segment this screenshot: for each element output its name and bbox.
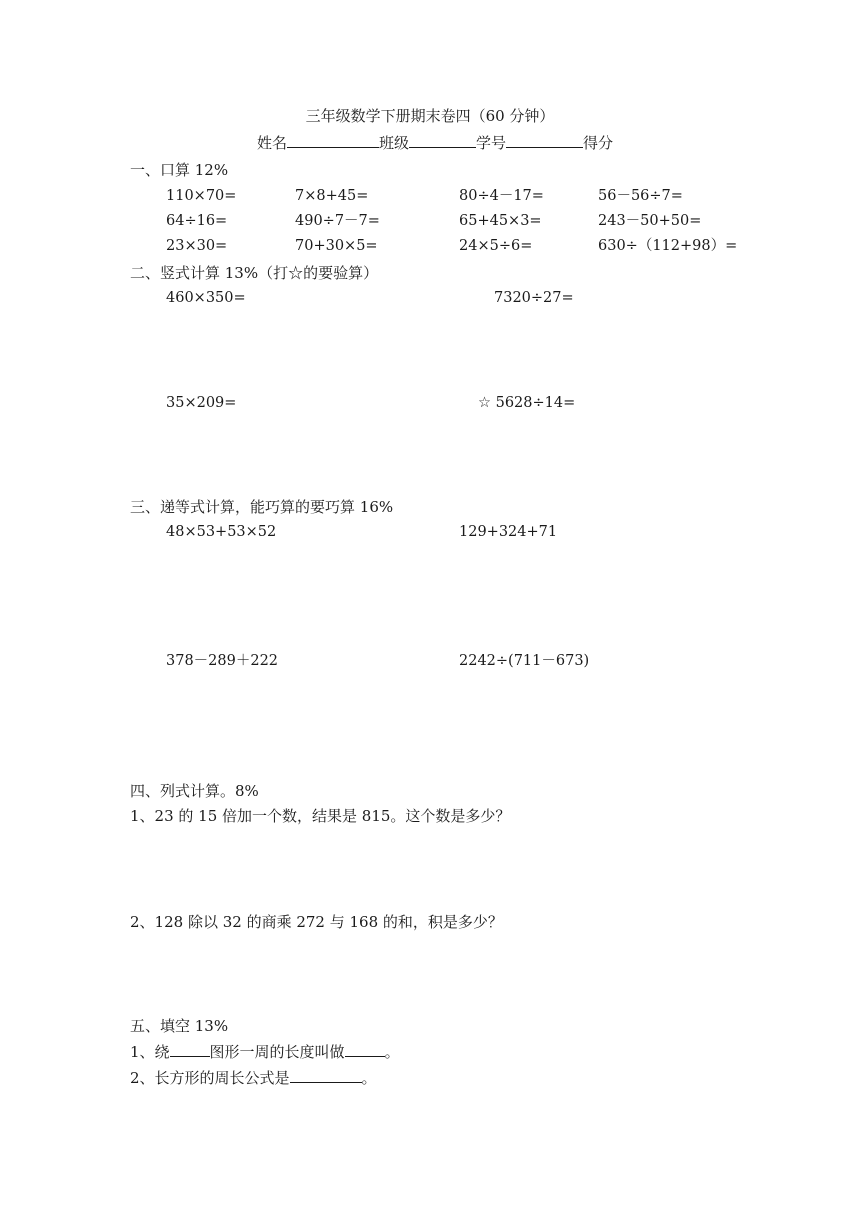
stepwise-calc-item: 378－289＋222 bbox=[166, 653, 279, 669]
fill2-blank[interactable] bbox=[290, 1068, 362, 1083]
vertical-calc-item: 460×350= bbox=[166, 290, 246, 306]
oral-calc-item: 7×8+45= bbox=[295, 188, 369, 204]
stepwise-calc-item: 2242÷(711－673) bbox=[459, 653, 590, 669]
oral-calc-item: 70+30×5= bbox=[295, 238, 378, 254]
fill2-text-b: 。 bbox=[361, 1069, 377, 1087]
oral-calc-item: 630÷（112+98）= bbox=[598, 238, 738, 254]
word-problem-1: 1、23 的 15 倍加一个数，结果是 815。这个数是多少？ bbox=[130, 807, 511, 825]
id-label: 学号 bbox=[476, 134, 507, 152]
fill1-text-c: 。 bbox=[384, 1043, 400, 1061]
oral-calc-item: 23×30= bbox=[166, 238, 228, 254]
fill1-text-a: 1、绕 bbox=[130, 1043, 170, 1061]
fill1-blank-a[interactable] bbox=[170, 1042, 210, 1057]
vertical-calc-item: 7320÷27= bbox=[494, 290, 574, 306]
stepwise-calc-item: 48×53+53×52 bbox=[166, 524, 277, 540]
fill1-blank-b[interactable] bbox=[345, 1042, 385, 1057]
fill-blank-2 bbox=[130, 1068, 377, 1088]
id-blank[interactable] bbox=[506, 133, 583, 148]
page-title: 三年级数学下册期末卷四（60 分钟） bbox=[305, 107, 555, 125]
section5-heading: 五、填空 13% bbox=[130, 1017, 229, 1035]
vertical-calc-item: 35×209= bbox=[166, 395, 237, 411]
oral-calc-item: 243－50+50= bbox=[598, 213, 702, 229]
fill-blank-1 bbox=[130, 1042, 400, 1062]
name-blank[interactable] bbox=[287, 133, 379, 148]
stepwise-calc-item: 129+324+71 bbox=[459, 524, 558, 540]
name-label: 姓名 bbox=[257, 134, 288, 152]
fill2-text-a: 2、长方形的周长公式是 bbox=[130, 1069, 290, 1087]
oral-calc-item: 110×70= bbox=[166, 188, 237, 204]
class-blank[interactable] bbox=[409, 133, 476, 148]
section4-heading: 四、列式计算。8% bbox=[130, 782, 259, 800]
score-label: 得分 bbox=[583, 134, 614, 152]
vertical-calc-item: ☆ 5628÷14= bbox=[478, 395, 576, 411]
oral-calc-item: 80÷4－17= bbox=[459, 188, 544, 204]
section1-heading: 一、口算 12% bbox=[130, 161, 229, 179]
oral-calc-item: 64÷16= bbox=[166, 213, 228, 229]
section2-heading: 二、竖式计算 13%（打☆的要验算） bbox=[130, 264, 379, 282]
class-label: 班级 bbox=[379, 134, 410, 152]
oral-calc-item: 56－56÷7= bbox=[598, 188, 683, 204]
student-info-line bbox=[257, 133, 613, 153]
oral-calc-item: 490÷7－7= bbox=[295, 213, 380, 229]
word-problem-2: 2、128 除以 32 的商乘 272 与 168 的和，积是多少？ bbox=[130, 913, 503, 931]
fill1-text-b: 图形一周的长度叫做 bbox=[209, 1043, 345, 1061]
oral-calc-item: 24×5÷6= bbox=[459, 238, 533, 254]
section3-heading: 三、递等式计算，能巧算的要巧算 16% bbox=[130, 498, 394, 516]
oral-calc-item: 65+45×3= bbox=[459, 213, 542, 229]
